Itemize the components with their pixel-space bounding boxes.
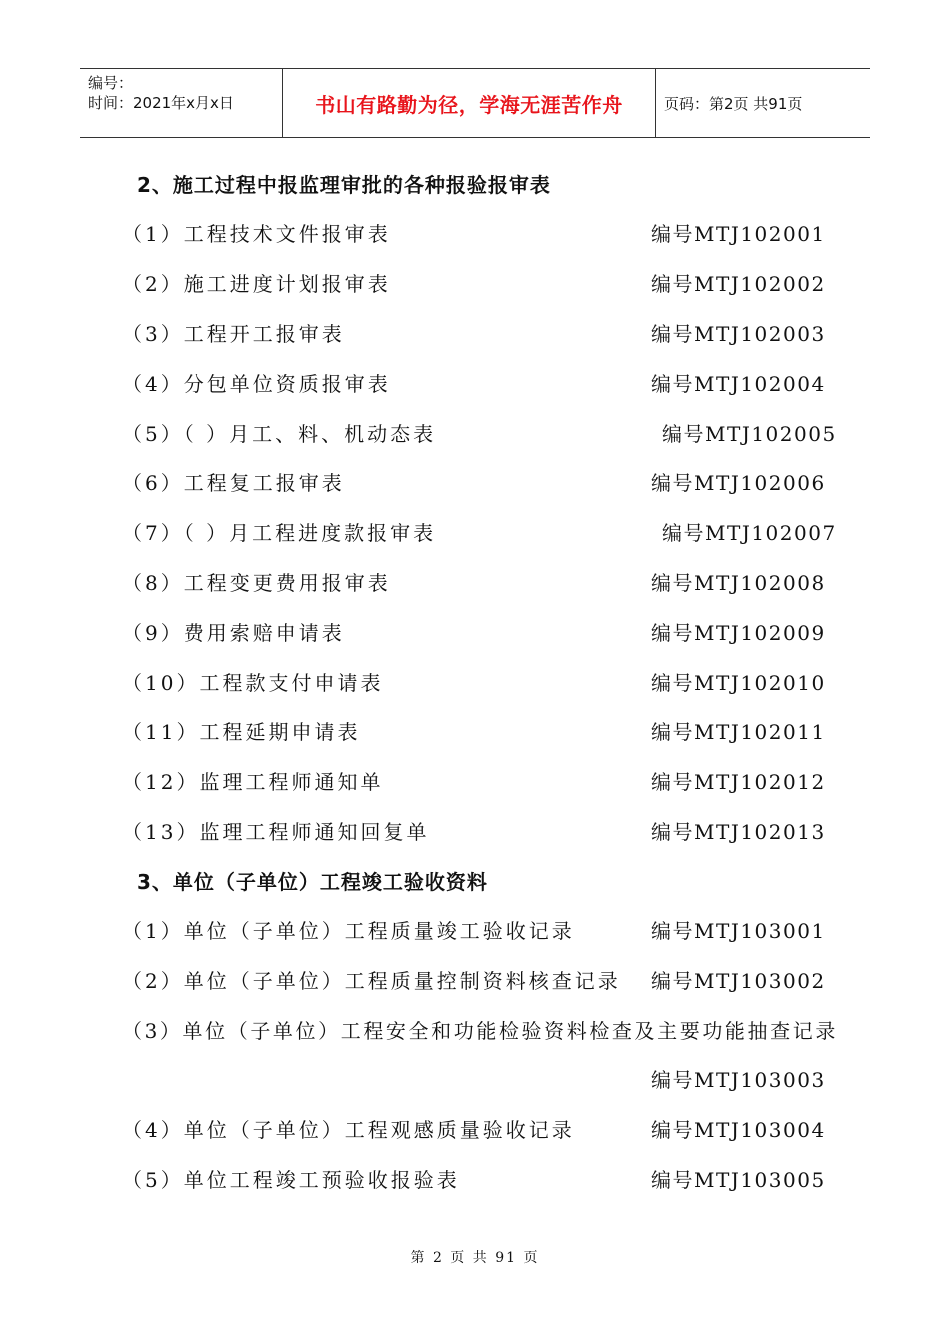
list-item-code: 编号MTJ102013 bbox=[651, 820, 826, 844]
list-item-label: （11）工程延期申请表 bbox=[122, 720, 361, 744]
header-page-indicator: 页码：第2页 共91页 bbox=[664, 94, 803, 113]
list-item-code: 编号MTJ103004 bbox=[651, 1118, 826, 1142]
list-item-code: 编号MTJ102009 bbox=[651, 621, 826, 645]
list-item-code: 编号MTJ103002 bbox=[651, 969, 826, 993]
list-item-label: （7）（ ）月工程进度款报审表 bbox=[122, 521, 437, 545]
list-item-label: （8）工程变更费用报审表 bbox=[122, 571, 391, 595]
section-2-heading: 2、施工过程中报监理审批的各种报验报审表 bbox=[137, 173, 551, 197]
list-item-code: 编号MTJ102006 bbox=[651, 471, 826, 495]
list-item-label: （13）监理工程师通知回复单 bbox=[122, 820, 430, 844]
list-item-code: 编号MTJ102005 bbox=[662, 422, 837, 446]
list-item-label: （4）单位（子单位）工程观感质量验收记录 bbox=[122, 1118, 575, 1142]
list-item-label: （5）单位工程竣工预验收报验表 bbox=[122, 1168, 460, 1192]
list-item-label: （4）分包单位资质报审表 bbox=[122, 372, 391, 396]
list-item-label: （9）费用索赔申请表 bbox=[122, 621, 345, 645]
list-item-code: 编号MTJ103003 bbox=[651, 1068, 826, 1092]
document-number-label: 编号： bbox=[88, 74, 134, 92]
section-3-heading: 3、单位（子单位）工程竣工验收资料 bbox=[137, 870, 488, 894]
list-item-code: 编号MTJ103005 bbox=[651, 1168, 826, 1192]
list-item-code: 编号MTJ102001 bbox=[651, 222, 826, 246]
header-motto: 书山有路勤为径，学海无涯苦作舟 bbox=[283, 69, 656, 137]
list-item-label: （6）工程复工报审表 bbox=[122, 471, 345, 495]
page-footer: 第 2 页 共 91 页 bbox=[410, 1250, 540, 1266]
list-item-label: （2）单位（子单位）工程质量控制资料核查记录 bbox=[122, 969, 621, 993]
list-item-label: （2）施工进度计划报审表 bbox=[122, 272, 391, 296]
list-item-code: 编号MTJ102010 bbox=[651, 671, 826, 695]
list-item-label: （3）单位（子单位）工程安全和功能检验资料检查及主要功能抽查记录 bbox=[122, 1019, 838, 1043]
page-header bbox=[80, 68, 870, 138]
list-item-label: （1）工程技术文件报审表 bbox=[122, 222, 391, 246]
list-item-code: 编号MTJ103001 bbox=[651, 919, 826, 943]
list-item-label: （12）监理工程师通知单 bbox=[122, 770, 384, 794]
list-item-code: 编号MTJ102011 bbox=[651, 720, 826, 744]
list-item-label: （10）工程款支付申请表 bbox=[122, 671, 384, 695]
list-item-label: （5）（ ）月工、料、机动态表 bbox=[122, 422, 437, 446]
list-item-code: 编号MTJ102003 bbox=[651, 322, 826, 346]
list-item-label: （3）工程开工报审表 bbox=[122, 322, 345, 346]
list-item-code: 编号MTJ102004 bbox=[651, 372, 826, 396]
list-item-code: 编号MTJ102002 bbox=[651, 272, 826, 296]
list-item-code: 编号MTJ102007 bbox=[662, 521, 837, 545]
list-item-label: （1）单位（子单位）工程质量竣工验收记录 bbox=[122, 919, 575, 943]
list-item-code: 编号MTJ102012 bbox=[651, 770, 826, 794]
document-date-label: 时间：2021年x月x日 bbox=[88, 94, 234, 112]
list-item-code: 编号MTJ102008 bbox=[651, 571, 826, 595]
header-meta bbox=[80, 69, 283, 137]
